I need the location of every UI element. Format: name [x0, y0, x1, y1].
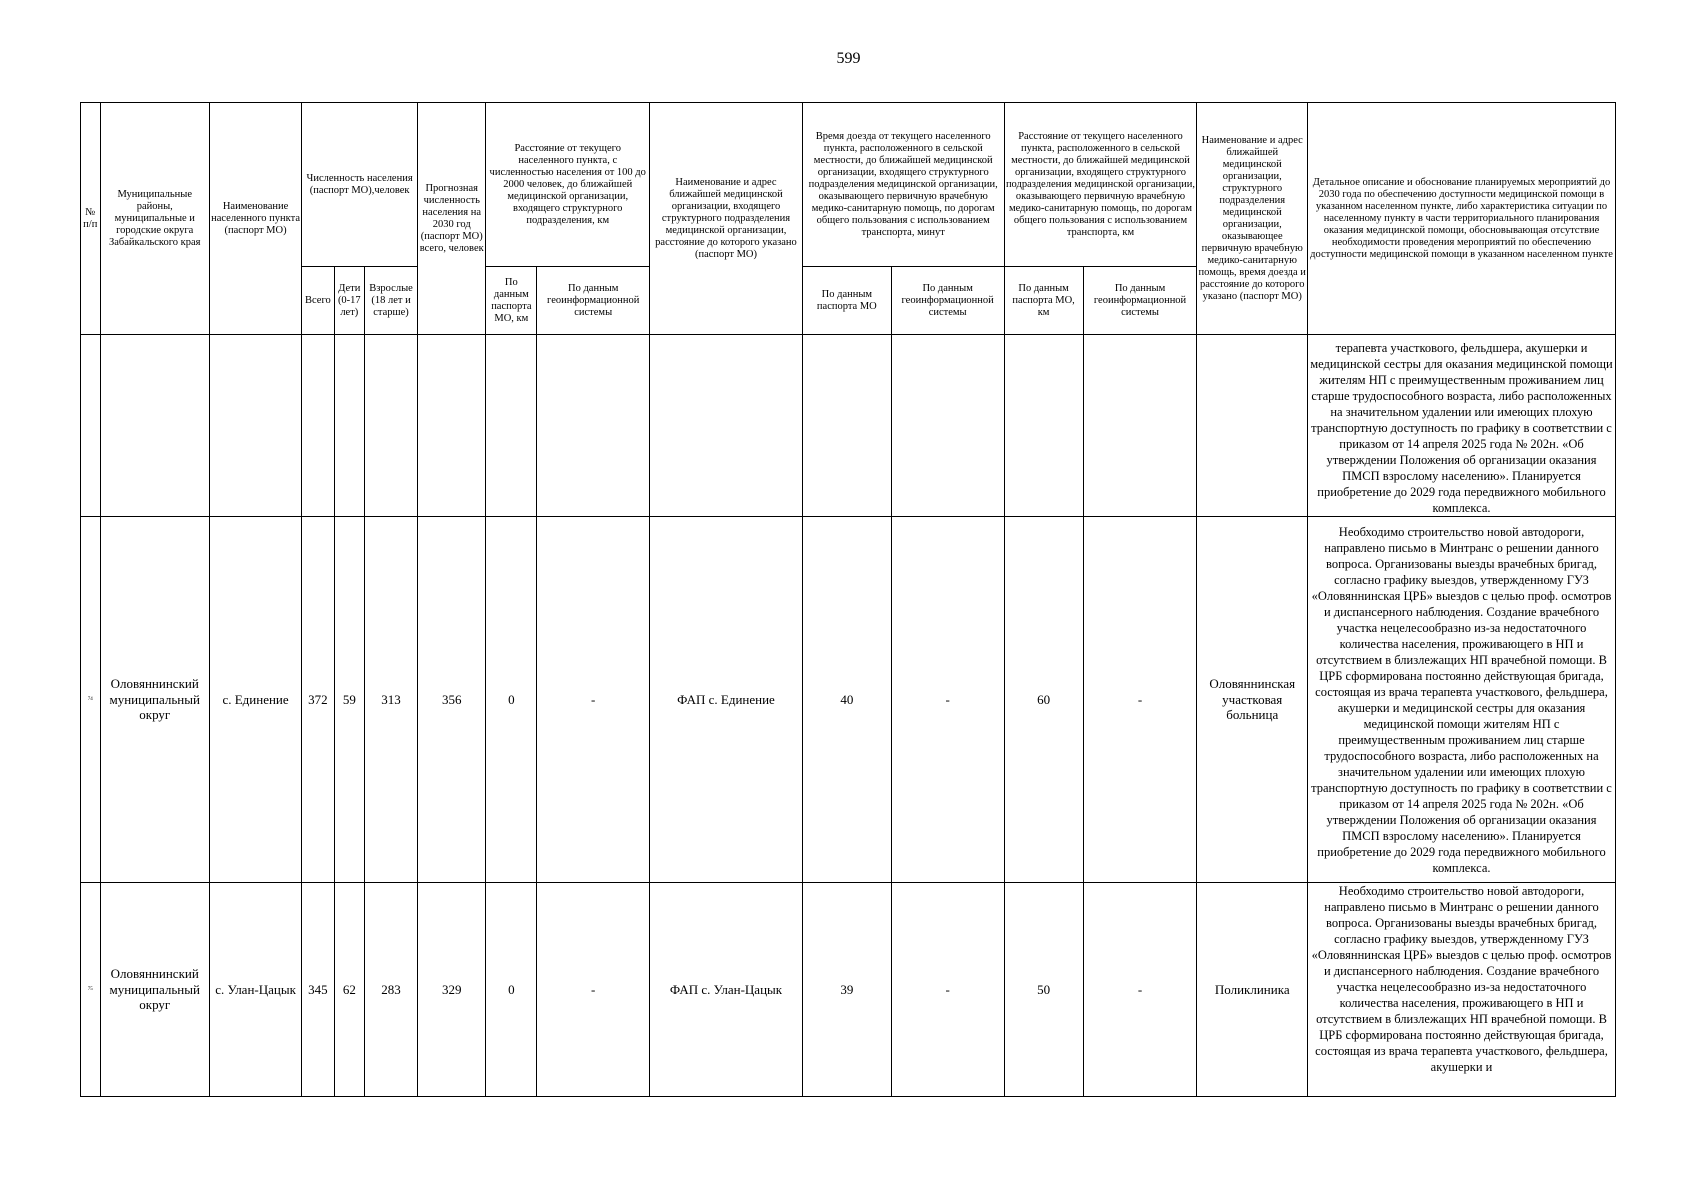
cell-description: Необходимо строительство новой автодороги, направлено письмо в Минтранс о решении данного вопроса. Организованы выезды врачебных бригад, согласно графику выездов, утвержденному ГУЗ «Оловяннинская ЦРБ» выездов с целью проф. осмотров и диспансерного наблюдения. Создание врачебного участка нецелесообразно из-за недостаточного количества населения, проживающего в НП и отсутствием в близлежащих НП врачебной помощи. В ЦРБ сформирована постоянно действующая бригада, состоящая из врача терапевта участкового, фельдшера, акушерки и: [1308, 883, 1616, 1097]
cell-description: терапевта участкового, фельдшера, акушерки и медицинской сестры для оказания медицинской помощи жителям НП с преимущественным проживанием лиц старше трудоспособного возраста, либо расположенных на значительном удалении или имеющих плохую транспортную доступность по графику в соответствии с приказом от 14 апреля 2025 года № 202н. «Об утверждении Положения об организации оказания ПМСП взрослому населению». Планируется приобретение до 2029 года передвижного мобильного комплекса.: [1308, 335, 1616, 517]
settlements-table: [80, 102, 1616, 1097]
cell-settlement: с. Единение: [209, 517, 301, 883]
cell-dist-passport: 0: [486, 883, 537, 1097]
cell-empty: [81, 335, 101, 517]
cell-district: Оловяннинский муниципальный округ: [100, 883, 209, 1097]
header-pop-total: Всего: [302, 267, 335, 335]
header-pop-adults: Взрослые (18 лет и старше): [364, 267, 417, 335]
header-dist-geo: По данным геоинформационной системы: [537, 267, 650, 335]
cell-empty: [802, 335, 891, 517]
header-distance-100: Расстояние от текущего населенного пункта, с численностью населения от 100 до 2000 человек, до ближайшей медицинской организации, входящего структурного подразделения, км: [486, 103, 650, 267]
cell-empty: [364, 335, 417, 517]
header-dist-passport: По данным паспорта МО, км: [486, 267, 537, 335]
cell-empty: [1197, 335, 1308, 517]
table-body: [81, 335, 1616, 1097]
cell-empty: [537, 335, 650, 517]
header-rdist-geo: По данным геоинформационной системы: [1083, 267, 1197, 335]
header-travel-time: Время доезда от текущего населенного пункта, расположенного в сельской местности, до ближайшей медицинской организации, входящего структурного подразделения медицинской организации, оказывающего первичную врачебную медико-санитарную помощь, по дорогам общего пользования с использованием транспорта, минут: [802, 103, 1004, 267]
cell-settlement: с. Улан-Цацык: [209, 883, 301, 1097]
page-number: 599: [836, 50, 861, 67]
cell-nearest-org: ФАП с. Улан-Цацык: [650, 883, 803, 1097]
header-time-passport: По данным паспорта МО: [802, 267, 891, 335]
cell-dist-passport: 0: [486, 517, 537, 883]
cell-children: 59: [334, 517, 364, 883]
cell-children: 62: [334, 883, 364, 1097]
table-row: [81, 883, 1616, 1097]
table-header: [81, 103, 1616, 335]
cell-empty: [302, 335, 335, 517]
cell-rdist-passport: 60: [1004, 517, 1083, 883]
header-nearest-org: Наименование и адрес ближайшей медицинской организации, входящего структурного подразделения медицинской организации, расстояние до которого указано (паспорт МО): [650, 103, 803, 335]
header-population: Численность населения (паспорт МО),человек: [302, 103, 418, 267]
cell-time-passport: 39: [802, 883, 891, 1097]
cell-dist-geo: -: [537, 883, 650, 1097]
cell-empty: [100, 335, 209, 517]
cell-district: Оловяннинский муниципальный округ: [100, 517, 209, 883]
cell-total: 372: [302, 517, 335, 883]
header-num: № п/п: [81, 103, 101, 335]
cell-empty: [334, 335, 364, 517]
cell-time-passport: 40: [802, 517, 891, 883]
cell-num: 75: [81, 883, 101, 1097]
cell-time-geo: -: [891, 883, 1004, 1097]
header-forecast: Прогнозная численность населения на 2030 год (паспорт МО) всего, человек: [418, 103, 486, 335]
header-description: Детальное описание и обоснование планируемых мероприятий до 2030 года по обеспечению доступности медицинской помощи в указанном населенном пункте, либо характеристика ситуации по населенному пункту в части территориального планирования оказания медицинской помощи, обосновывающая отсутствие необходимости проведения мероприятий по обеспечению доступности медицинской помощи в указанном населенном пункте: [1308, 103, 1616, 335]
cell-total: 345: [302, 883, 335, 1097]
cell-dist-geo: -: [537, 517, 650, 883]
cell-nearest-pvmsp: Поликлиника: [1197, 883, 1308, 1097]
cell-adults: 313: [364, 517, 417, 883]
cell-empty: [891, 335, 1004, 517]
cell-num: 74: [81, 517, 101, 883]
cell-empty: [650, 335, 803, 517]
header-pop-children: Дети (0-17 лет): [334, 267, 364, 335]
header-district: Муниципальные районы, муниципальные и городские округа Забайкальского края: [100, 103, 209, 335]
cell-rdist-passport: 50: [1004, 883, 1083, 1097]
cell-forecast: 356: [418, 517, 486, 883]
header-nearest-pvmsp: Наименование и адрес ближайшей медицинской организации, структурного подразделения медицинской организации, оказывающее первичную врачебную медико-санитарную помощь, время доезда и расстояние до которого указано (паспорт МО): [1197, 103, 1308, 335]
cell-rdist-geo: -: [1083, 883, 1197, 1097]
header-rdist-passport: По данным паспорта МО, км: [1004, 267, 1083, 335]
cell-empty: [1004, 335, 1083, 517]
cell-forecast: 329: [418, 883, 486, 1097]
cell-empty: [209, 335, 301, 517]
cell-rdist-geo: -: [1083, 517, 1197, 883]
cell-description: Необходимо строительство новой автодороги, направлено письмо в Минтранс о решении данного вопроса. Организованы выезды врачебных бригад, согласно графику выездов, утвержденному ГУЗ «Оловяннинская ЦРБ» выездов с целью проф. осмотров и диспансерного наблюдения. Создание врачебного участка нецелесообразно из-за недостаточного количества населения, проживающего в НП и отсутствием в близлежащих НП врачебной помощи. В ЦРБ сформирована постоянно действующая бригада, состоящая из врача терапевта участкового, фельдшера, акушерки и медицинской сестры для оказания медицинской помощи жителям НП с преимущественным проживанием лиц старше трудоспособного возраста, либо расположенных на значительном удалении или имеющих плохую транспортную доступность по графику в соответствии с приказом от 14 апреля 2025 года № 202н. «Об утверждении Положения об организации оказания ПМСП взрослому населению». Планируется приобретение до 2029 года передвижного мобильного комплекса.: [1308, 517, 1616, 883]
cell-time-geo: -: [891, 517, 1004, 883]
cell-nearest-org: ФАП с. Единение: [650, 517, 803, 883]
cell-adults: 283: [364, 883, 417, 1097]
cell-empty: [1083, 335, 1197, 517]
continuation-row: [81, 335, 1616, 517]
header-settlement: Наименование населенного пункта (паспорт МО): [209, 103, 301, 335]
table-row: [81, 517, 1616, 883]
header-time-geo: По данным геоинформационной системы: [891, 267, 1004, 335]
cell-empty: [486, 335, 537, 517]
cell-empty: [418, 335, 486, 517]
cell-nearest-pvmsp: Оловяннинская участковая больница: [1197, 517, 1308, 883]
header-distance-rural: Расстояние от текущего населенного пункта, расположенного в сельской местности, до ближайшей медицинской организации, входящего структурного подразделения медицинской организации, оказывающего первичную врачебную медико-санитарную помощь, по дорогам общего пользования с использованием транспорта, км: [1004, 103, 1197, 267]
